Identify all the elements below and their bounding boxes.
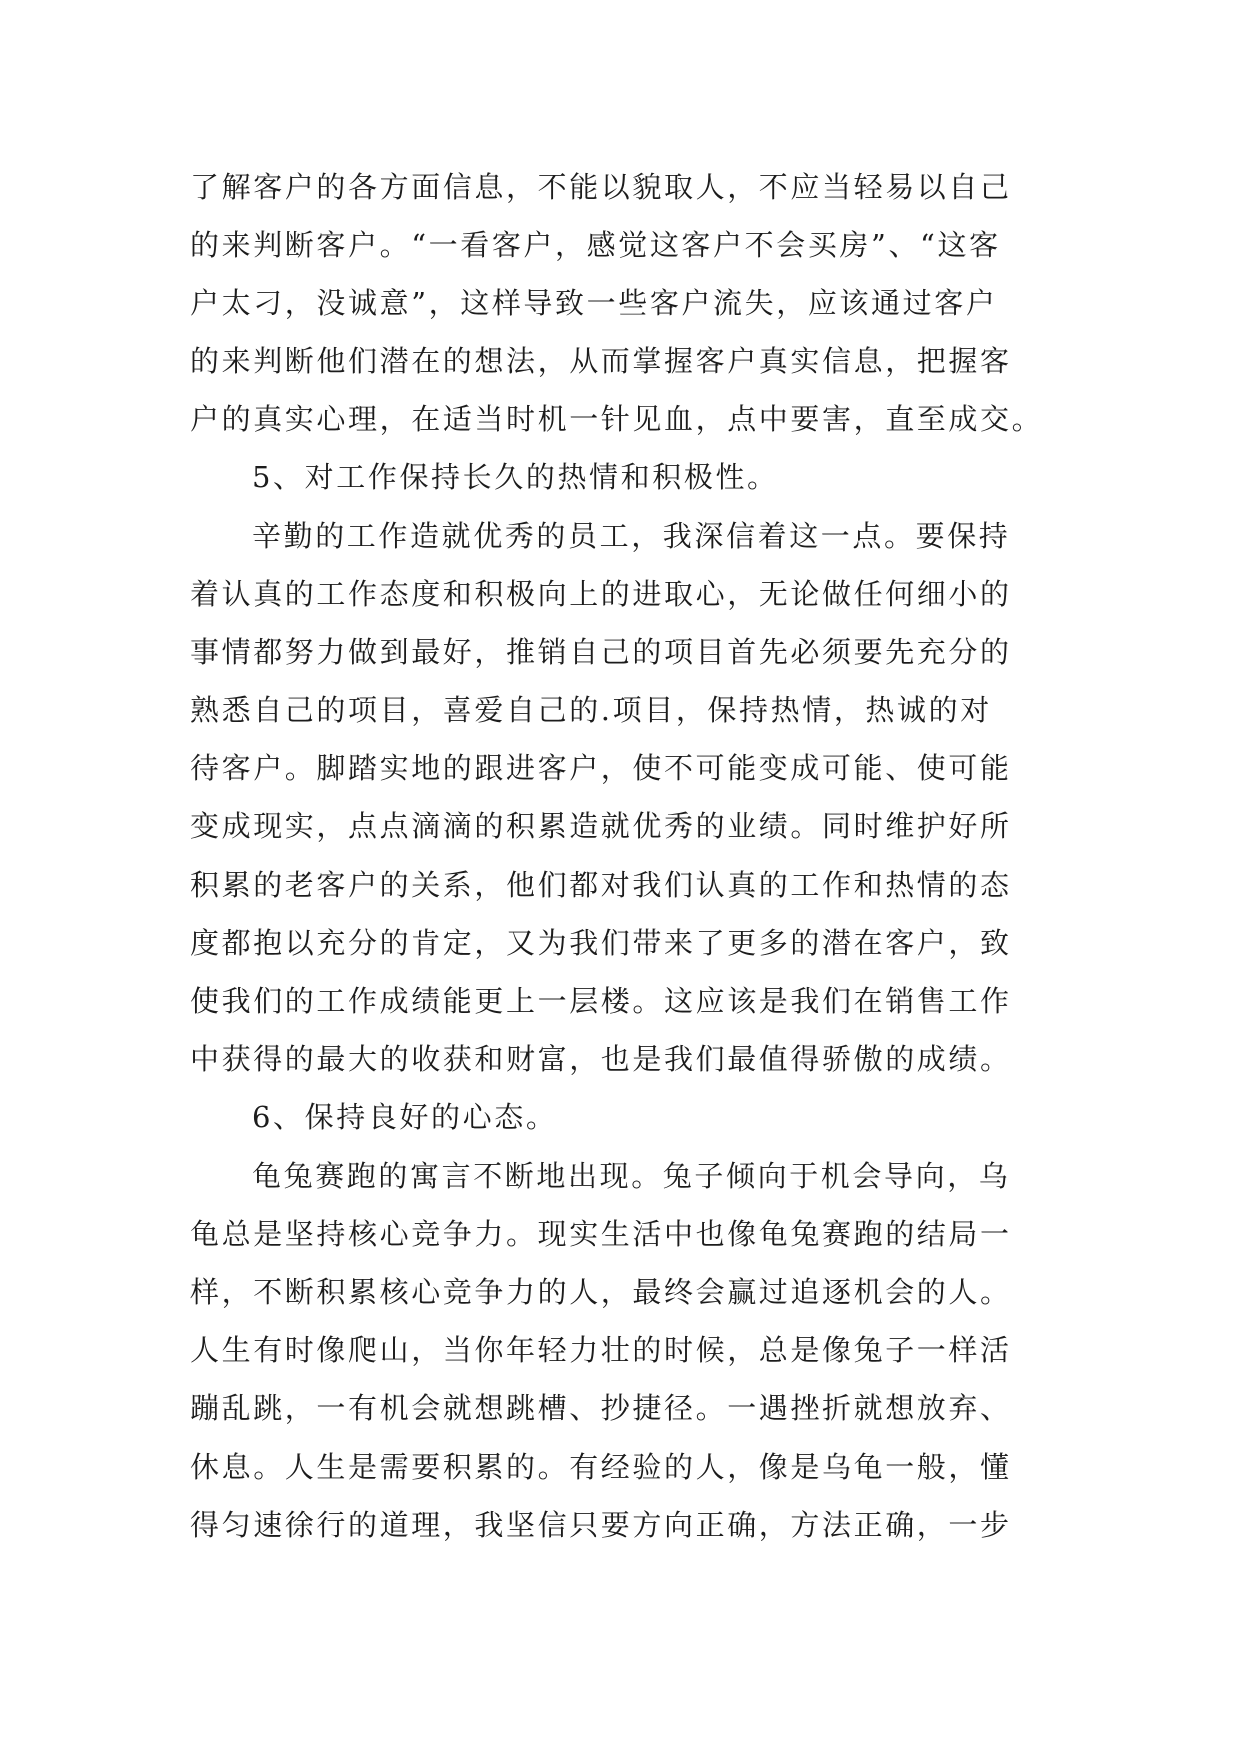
text-line: 蹦乱跳，一有机会就想跳槽、抄捷径。一遇挫折就想放弃、 bbox=[190, 1391, 1012, 1425]
text-line: 户的真实心理，在适当时机一针见血，点中要害，直至成交。 bbox=[190, 402, 1044, 436]
text-line: 龟总是坚持核心竞争力。现实生活中也像龟兔赛跑的结局一 bbox=[190, 1217, 1012, 1251]
text-line: 着认真的工作态度和积极向上的进取心，无论做任何细小的 bbox=[190, 577, 1012, 611]
text-line: 待客户。脚踏实地的跟进客户，使不可能变成可能、使可能 bbox=[190, 751, 1012, 785]
text-line: 得匀速徐行的道理，我坚信只要方向正确，方法正确，一步 bbox=[190, 1508, 1012, 1542]
text-line: 度都抱以充分的肯定，又为我们带来了更多的潜在客户，致 bbox=[190, 926, 1012, 960]
text-line: 中获得的最大的收获和财富，也是我们最值得骄傲的成绩。 bbox=[190, 1042, 1012, 1076]
text-line: 积累的老客户的关系，他们都对我们认真的工作和热情的态 bbox=[190, 868, 1012, 902]
text-line: 休息。人生是需要积累的。有经验的人，像是乌龟一般，懂 bbox=[190, 1450, 1012, 1484]
text-line: 事情都努力做到最好，推销自己的项目首先必须要先充分的 bbox=[190, 635, 1012, 669]
text-line: 人生有时像爬山，当你年轻力壮的时候，总是像兔子一样活 bbox=[190, 1333, 1012, 1367]
text-line: 的来判断客户。“一看客户，感觉这客户不会买房”、“这客 bbox=[190, 228, 1001, 262]
text-line: 使我们的工作成绩能更上一层楼。这应该是我们在销售工作 bbox=[190, 984, 1012, 1018]
text-line: 的来判断他们潜在的想法，从而掌握客户真实信息，把握客 bbox=[190, 344, 1012, 378]
text-line: 了解客户的各方面信息，不能以貌取人，不应当轻易以自己 bbox=[190, 170, 1012, 204]
section-heading: 5、对工作保持长久的热情和积极性。 bbox=[252, 460, 779, 494]
text-line: 龟兔赛跑的寓言不断地出现。兔子倾向于机会导向，乌 bbox=[252, 1159, 1011, 1193]
section-heading: 6、保持良好的心态。 bbox=[252, 1100, 558, 1134]
text-line: 变成现实，点点滴滴的积累造就优秀的业绩。同时维护好所 bbox=[190, 809, 1012, 843]
text-line: 样，不断积累核心竞争力的人，最终会赢过追逐机会的人。 bbox=[190, 1275, 1012, 1309]
text-line: 辛勤的工作造就优秀的员工，我深信着这一点。要保持 bbox=[252, 519, 1011, 553]
text-line: 熟悉自己的项目，喜爱自己的.项目，保持热情，热诚的对 bbox=[190, 693, 992, 727]
text-line: 户太刁，没诚意”，这样导致一些客户流失，应该通过客户 bbox=[190, 286, 998, 320]
